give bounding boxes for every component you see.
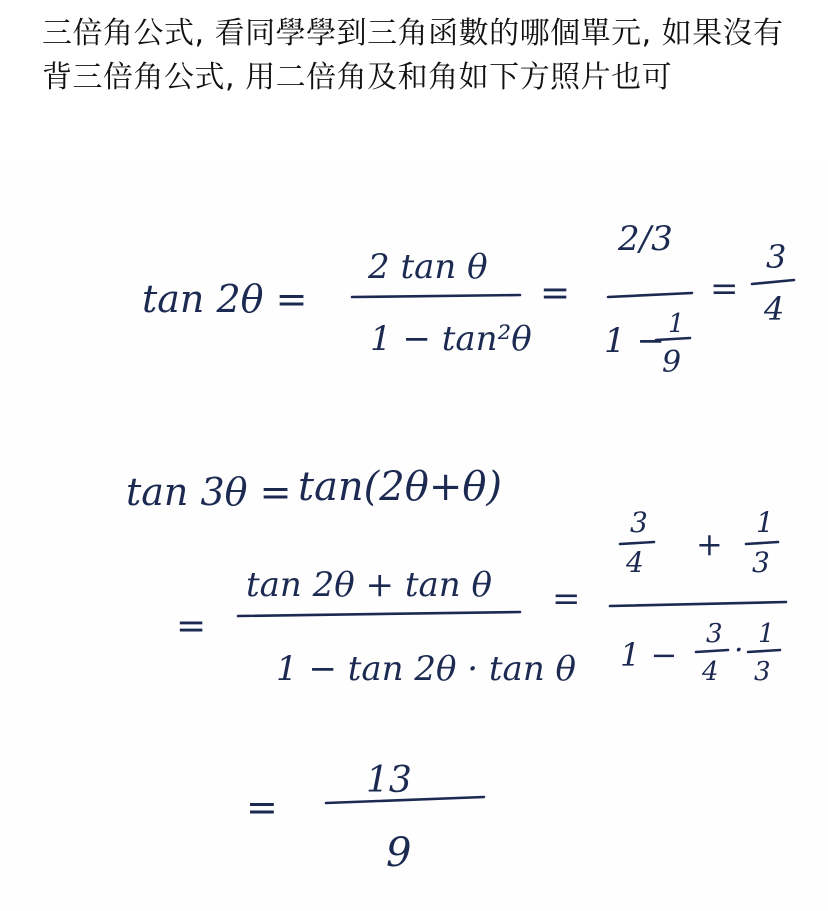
line3-num-a-num: 3 [630, 506, 648, 539]
line1-frac2-den-num: 1 [668, 309, 685, 339]
line3-den-b-den: 3 [754, 657, 771, 687]
line3-main-bar [610, 602, 786, 606]
line3-num-b-num: 1 [756, 506, 774, 539]
line3-num-b-bar [746, 542, 778, 544]
handwritten-math-svg [0, 160, 828, 911]
line1-frac1-bar [352, 295, 520, 297]
line3-num-a-bar [620, 542, 654, 544]
line2-rhs: tan(2θ+θ) [298, 464, 503, 510]
line4-den: 9 [386, 830, 412, 876]
post-text: 三倍角公式, 看同學學到三角函數的哪個單元, 如果沒有背三倍角公式, 用二倍角及和角如下方照片也可 [42, 16, 784, 95]
line3-num-plus: + [696, 525, 723, 563]
line1-frac2-den-lead: 1 − [604, 321, 665, 361]
line3-den-lead: 1 − [620, 636, 678, 674]
line3-den-b-bar [748, 650, 780, 652]
line3-num-b-den: 3 [752, 546, 770, 579]
line3-den-b-num: 1 [758, 619, 775, 649]
line1-result-den: 4 [764, 290, 785, 328]
line3-den-a-den: 4 [702, 657, 719, 687]
line1-result-num: 3 [766, 238, 787, 276]
line1-eq3: = [710, 269, 739, 309]
line3-den-a-num: 3 [706, 619, 723, 649]
line3-num-a-den: 4 [626, 546, 644, 579]
line4-eq: = [246, 785, 278, 829]
line1-result-bar [752, 280, 794, 284]
line1-lhs: tan 2θ = [142, 277, 308, 321]
line1-frac2-num: 2/3 [618, 219, 673, 259]
line1-eq2: = [540, 273, 571, 314]
line3-frac-den: 1 − tan 2θ · tan θ [276, 649, 577, 689]
line3-frac-bar [238, 612, 520, 616]
line1-frac2-den-den: 9 [662, 345, 682, 380]
line3-den-dot: · [734, 633, 744, 668]
line3-frac-num: tan 2θ + tan θ [246, 565, 492, 605]
handwritten-math-photo[interactable] [0, 160, 828, 911]
line1-frac1-den: 1 − tan²θ [370, 319, 532, 359]
line2-lhs: tan 3θ = [126, 470, 292, 514]
line1-frac1-num: 2 tan θ [368, 247, 488, 287]
line4-num: 13 [366, 760, 412, 801]
line1-frac2-bar [608, 293, 692, 297]
line3-den-a-bar [696, 650, 728, 652]
line3-eq2: = [552, 579, 581, 619]
line3-eq1: = [176, 606, 207, 647]
